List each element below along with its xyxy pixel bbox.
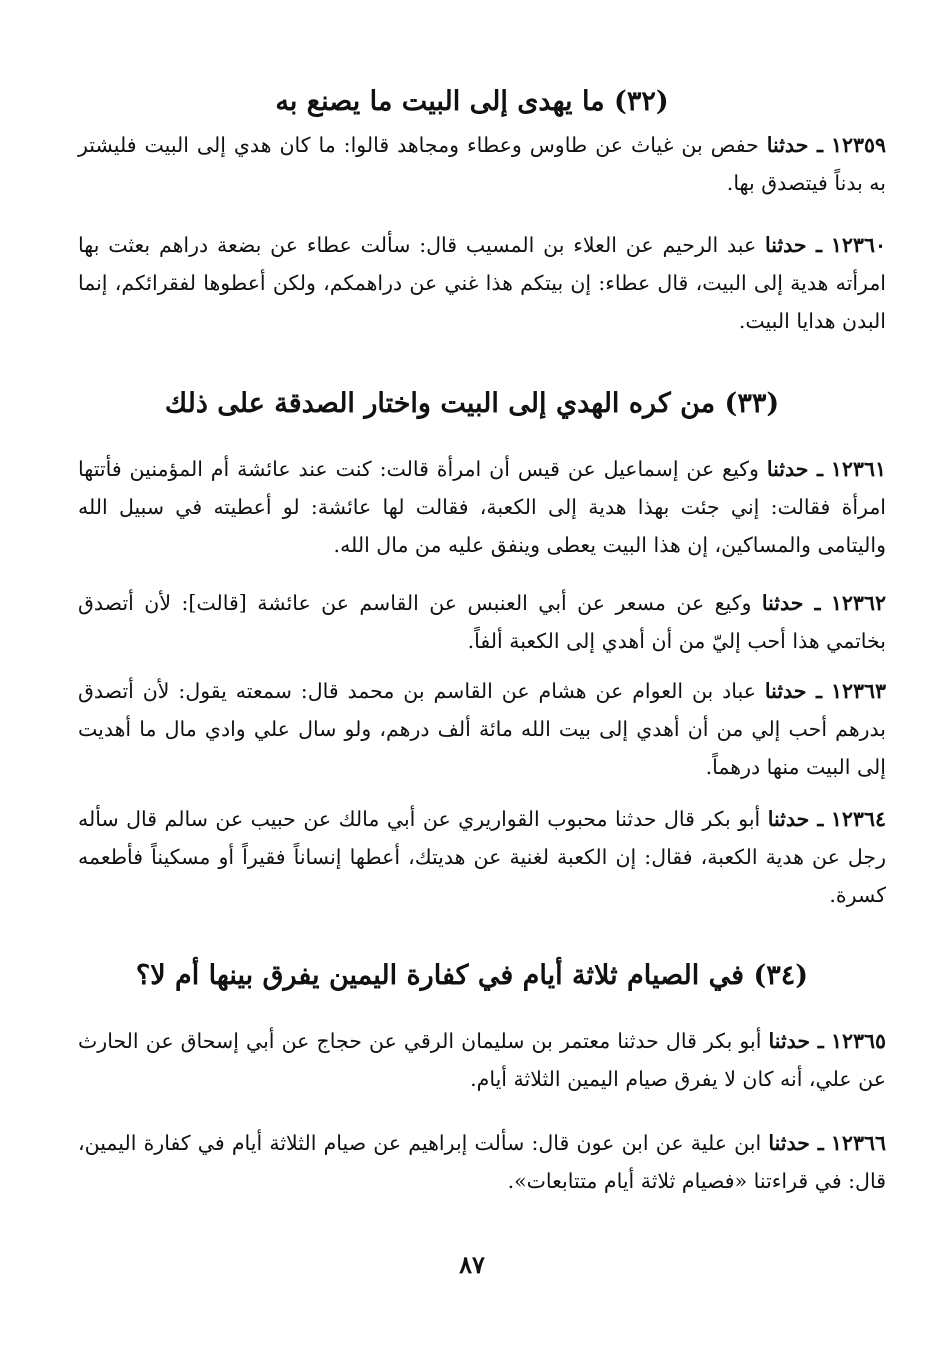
hadith-lead: حدثنا [766,457,809,481]
hadith-12366: ١٢٣٦٦ ـ حدثنا ابن علية عن ابن عون قال: سألت إبراهيم عن صيام الثلاثة أيام في كفارة اليمين، قال: في قراءتنا «فصيام ثلاثة أيام متتابعات». [78,1131,886,1193]
hadith-lead: حدثنا [765,233,807,257]
hadith-12363: ١٢٣٦٣ ـ حدثنا عباد بن العوام عن هشام عن القاسم بن محمد قال: سمعته يقول: لأن أتصدق بدرهم أحب إلي من أن أهدي إلى بيت الله مائة ألف درهم، ولو سال علي وادي مال ما أهديت إلى البيت منها درهماً. [78,679,886,779]
hadith-lead: حدثنا [766,133,809,157]
hadith-number: ١٢٣٦٣ [830,679,886,703]
hadith-text: أبو بكر قال حدثنا معتمر بن سليمان الرقي عن حجاج عن أبي إسحاق عن الحارث عن علي، أنه كان لا يفرق صيام اليمين الثلاثة أيام. [78,1029,886,1091]
hadith-number: ١٢٣٦٥ [830,1029,886,1053]
hadith-text: ابن علية عن ابن عون قال: سألت إبراهيم عن صيام الثلاثة أيام في كفارة اليمين، قال: في قراءتنا «فصيام ثلاثة أيام متتابعات». [78,1131,886,1193]
chapter-heading-34: (٣٤) في الصيام ثلاثة أيام في كفارة اليمين يفرق بينها أم لا؟ [135,960,809,991]
hadith-text: حفص بن غياث عن طاوس وعطاء ومجاهد قالوا: ما كان هدي إلى البيت فليشتر به بدناً فيتصدق بها. [78,133,886,195]
hadith-number: ١٢٣٦٠ [830,233,886,257]
hadith-12359: ١٢٣٥٩ ـ حدثنا حفص بن غياث عن طاوس وعطاء ومجاهد قالوا: ما كان هدي إلى البيت فليشتر به بدناً فيتصدق بها. [78,133,886,195]
hadith-number: ١٢٣٥٩ [830,133,886,157]
hadith-12360: ١٢٣٦٠ ـ حدثنا عبد الرحيم عن العلاء بن المسيب قال: سألت عطاء عن بضعة دراهم بعثت بها امرأته هدية إلى البيت، قال عطاء: إن بيتكم هذا غني عن دراهمكم، ولكن أعطوها لفقرائكم، إنما البدن هدايا البيت. [78,233,886,333]
hadith-12362: ١٢٣٦٢ ـ حدثنا وكيع عن مسعر عن أبي العنبس عن القاسم عن عائشة [قالت]: لأن أتصدق بخاتمي هذا أحب إليّ من أن أهدي إلى الكعبة ألفاً. [78,591,886,653]
hadith-lead: حدثنا [768,1131,810,1155]
hadith-number: ١٢٣٦٤ [830,807,886,831]
hadith-lead: حدثنا [768,1029,811,1053]
hadith-number: ١٢٣٦١ [830,457,886,481]
hadith-text: أبو بكر قال حدثنا محبوب القواريري عن أبي مالك عن حبيب عن سالم قال سأله رجل عن هدية الكعبة، فقال: إن الكعبة لغنية عن هديتك، أعطها إنساناً فقيراً أو مسكيناً فأطعمه كسرة. [78,807,886,907]
hadith-text: عبد الرحيم عن العلاء بن المسيب قال: سألت عطاء عن بضعة دراهم بعثت بها امرأته هدية إلى البيت، قال عطاء: إن بيتكم هذا غني عن دراهمكم، ولكن أعطوها لفقرائكم، إنما البدن هدايا البيت. [78,233,886,333]
hadith-lead: حدثنا [764,679,807,703]
hadith-lead: حدثنا [761,591,804,615]
hadith-text: وكيع عن إسماعيل عن قيس أن امرأة قالت: كنت عند عائشة أم المؤمنين فأتتها امرأة فقالت: إني جئت بهذا هدية إلى الكعبة، فقالت لها عائشة: لو أعطيته في سبيل الله واليتامى والمساكين، إن هذا البيت يعطى وينفق عليه من مال الله. [78,457,886,557]
hadith-12364: ١٢٣٦٤ ـ حدثنا أبو بكر قال حدثنا محبوب القواريري عن أبي مالك عن حبيب عن سالم قال سأله رجل عن هدية الكعبة، فقال: إن الكعبة لغنية عن هديتك، أعطها إنساناً فقيراً أو مسكيناً فأطعمه كسرة. [78,807,886,907]
hadith-text: وكيع عن مسعر عن أبي العنبس عن القاسم عن عائشة [قالت]: لأن أتصدق بخاتمي هذا أحب إليّ من أن أهدي إلى الكعبة ألفاً. [78,591,886,653]
hadith-number: ١٢٣٦٦ [830,1131,886,1155]
hadith-lead: حدثنا [767,807,810,831]
hadith-12361: ١٢٣٦١ ـ حدثنا وكيع عن إسماعيل عن قيس أن امرأة قالت: كنت عند عائشة أم المؤمنين فأتتها امرأة فقالت: إني جئت بهذا هدية إلى الكعبة، فقالت لها عائشة: لو أعطيته في سبيل الله واليتامى والمساكين، إن هذا البيت يعطى وينفق عليه من مال الله. [78,457,886,557]
chapter-heading-32: (٣٢) ما يهدى إلى البيت ما يصنع به [275,86,669,117]
chapter-heading-33: (٣٣) من كره الهدي إلى البيت واختار الصدقة على ذلك [164,388,780,419]
hadith-12365: ١٢٣٦٥ ـ حدثنا أبو بكر قال حدثنا معتمر بن سليمان الرقي عن حجاج عن أبي إسحاق عن الحارث عن علي، أنه كان لا يفرق صيام اليمين الثلاثة أيام. [78,1029,886,1091]
hadith-text: عباد بن العوام عن هشام عن القاسم بن محمد قال: سمعته يقول: لأن أتصدق بدرهم أحب إلي من أن أهدي إلى بيت الله مائة ألف درهم، ولو سال علي وادي مال ما أهديت إلى البيت منها درهماً. [78,679,886,779]
page-number: ٨٧ [459,1250,485,1279]
hadith-number: ١٢٣٦٢ [830,591,886,615]
